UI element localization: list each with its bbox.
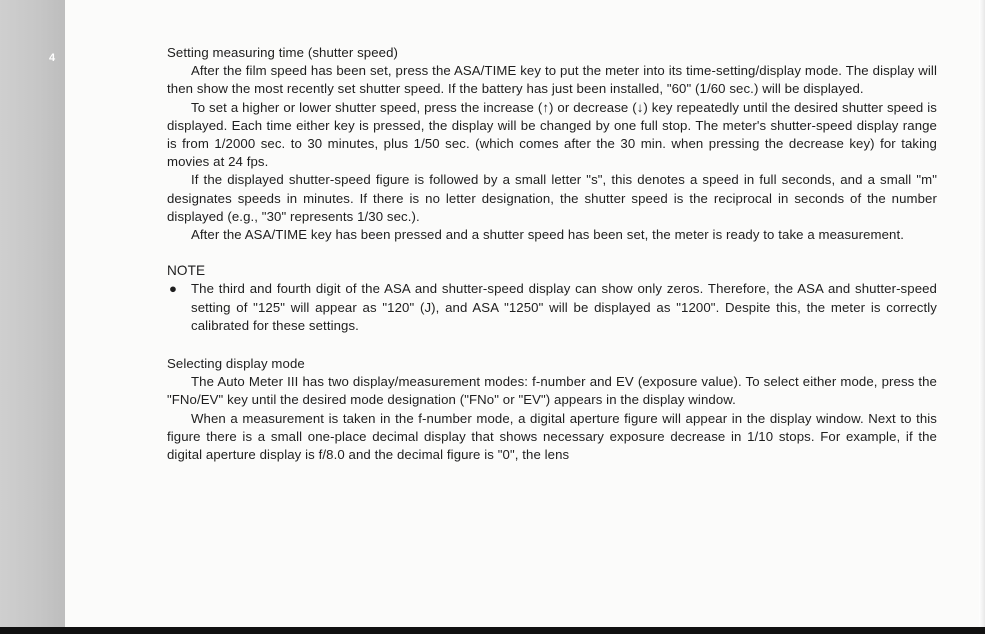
page-bottom-edge [0, 627, 985, 634]
page-right-edge [979, 0, 985, 634]
section-heading-display-mode: Selecting display mode [167, 356, 305, 372]
paragraph: The Auto Meter III has two display/measurement modes: f-number and EV (exposure value). To select either mode, press the "FNo/EV" key until the desired mode designation ("FNo" or "EV") appears in the display window. [167, 374, 937, 408]
paragraph: After the ASA/TIME key has been pressed and a shutter speed has been set, the meter is ready to take a measurement. [191, 227, 905, 243]
page-margin-tab [0, 0, 65, 634]
note-item [167, 280, 937, 335]
paragraph: When a measurement is taken in the f-number mode, a digital aperture figure will appear in the display window. Next to this figure there is a small one-place decimal display that shows necessary exposure decrease in 1/10 stops. For example, if the digital aperture display is f/8.0 and the decimal figure is "0", the lens [167, 410, 937, 463]
paragraph: To set a higher or lower shutter speed, press the increase (↑) or decrease (↓) key repeatedly until the desired shutter speed is displayed. Each time either key is pressed, the display will be changed by one full stop. The meter's shutter-speed display range is from 1/2000 sec. to 30 minutes, plus 1/50 sec. (which comes after the 30 min. when pressing the decrease key) for taking movies at 24 fps. [167, 99, 937, 170]
page-content [167, 44, 937, 464]
paragraph: If the displayed shutter-speed figure is followed by a small letter "s", this denotes a speed in full seconds, and a small "m" designates speeds in minutes. If there is no letter designation, the shutter speed is the reciprocal in seconds of the number displayed (e.g., "30" represents 1/30 sec.). [167, 172, 937, 224]
note-heading: NOTE [167, 263, 206, 279]
bullet-icon: ● [169, 281, 178, 297]
page-number: 4 [49, 52, 56, 64]
paragraph: After the film speed has been set, press the ASA/TIME key to put the meter into its time-setting/display mode. The display will then show the most recently set shutter speed. If the battery has just been installed, "60" (1/60 sec.) will be displayed. [167, 63, 937, 97]
note-text: The third and fourth digit of the ASA and shutter-speed display can show only zeros. Therefore, the ASA and shutter-speed setting of "125" will appear as "120" (J), and ASA "1250" will be displayed as "1200". Despite this, the meter is correctly calibrated for these settings. [191, 281, 937, 333]
section-heading-shutter-speed: Setting measuring time (shutter speed) [167, 45, 399, 60]
